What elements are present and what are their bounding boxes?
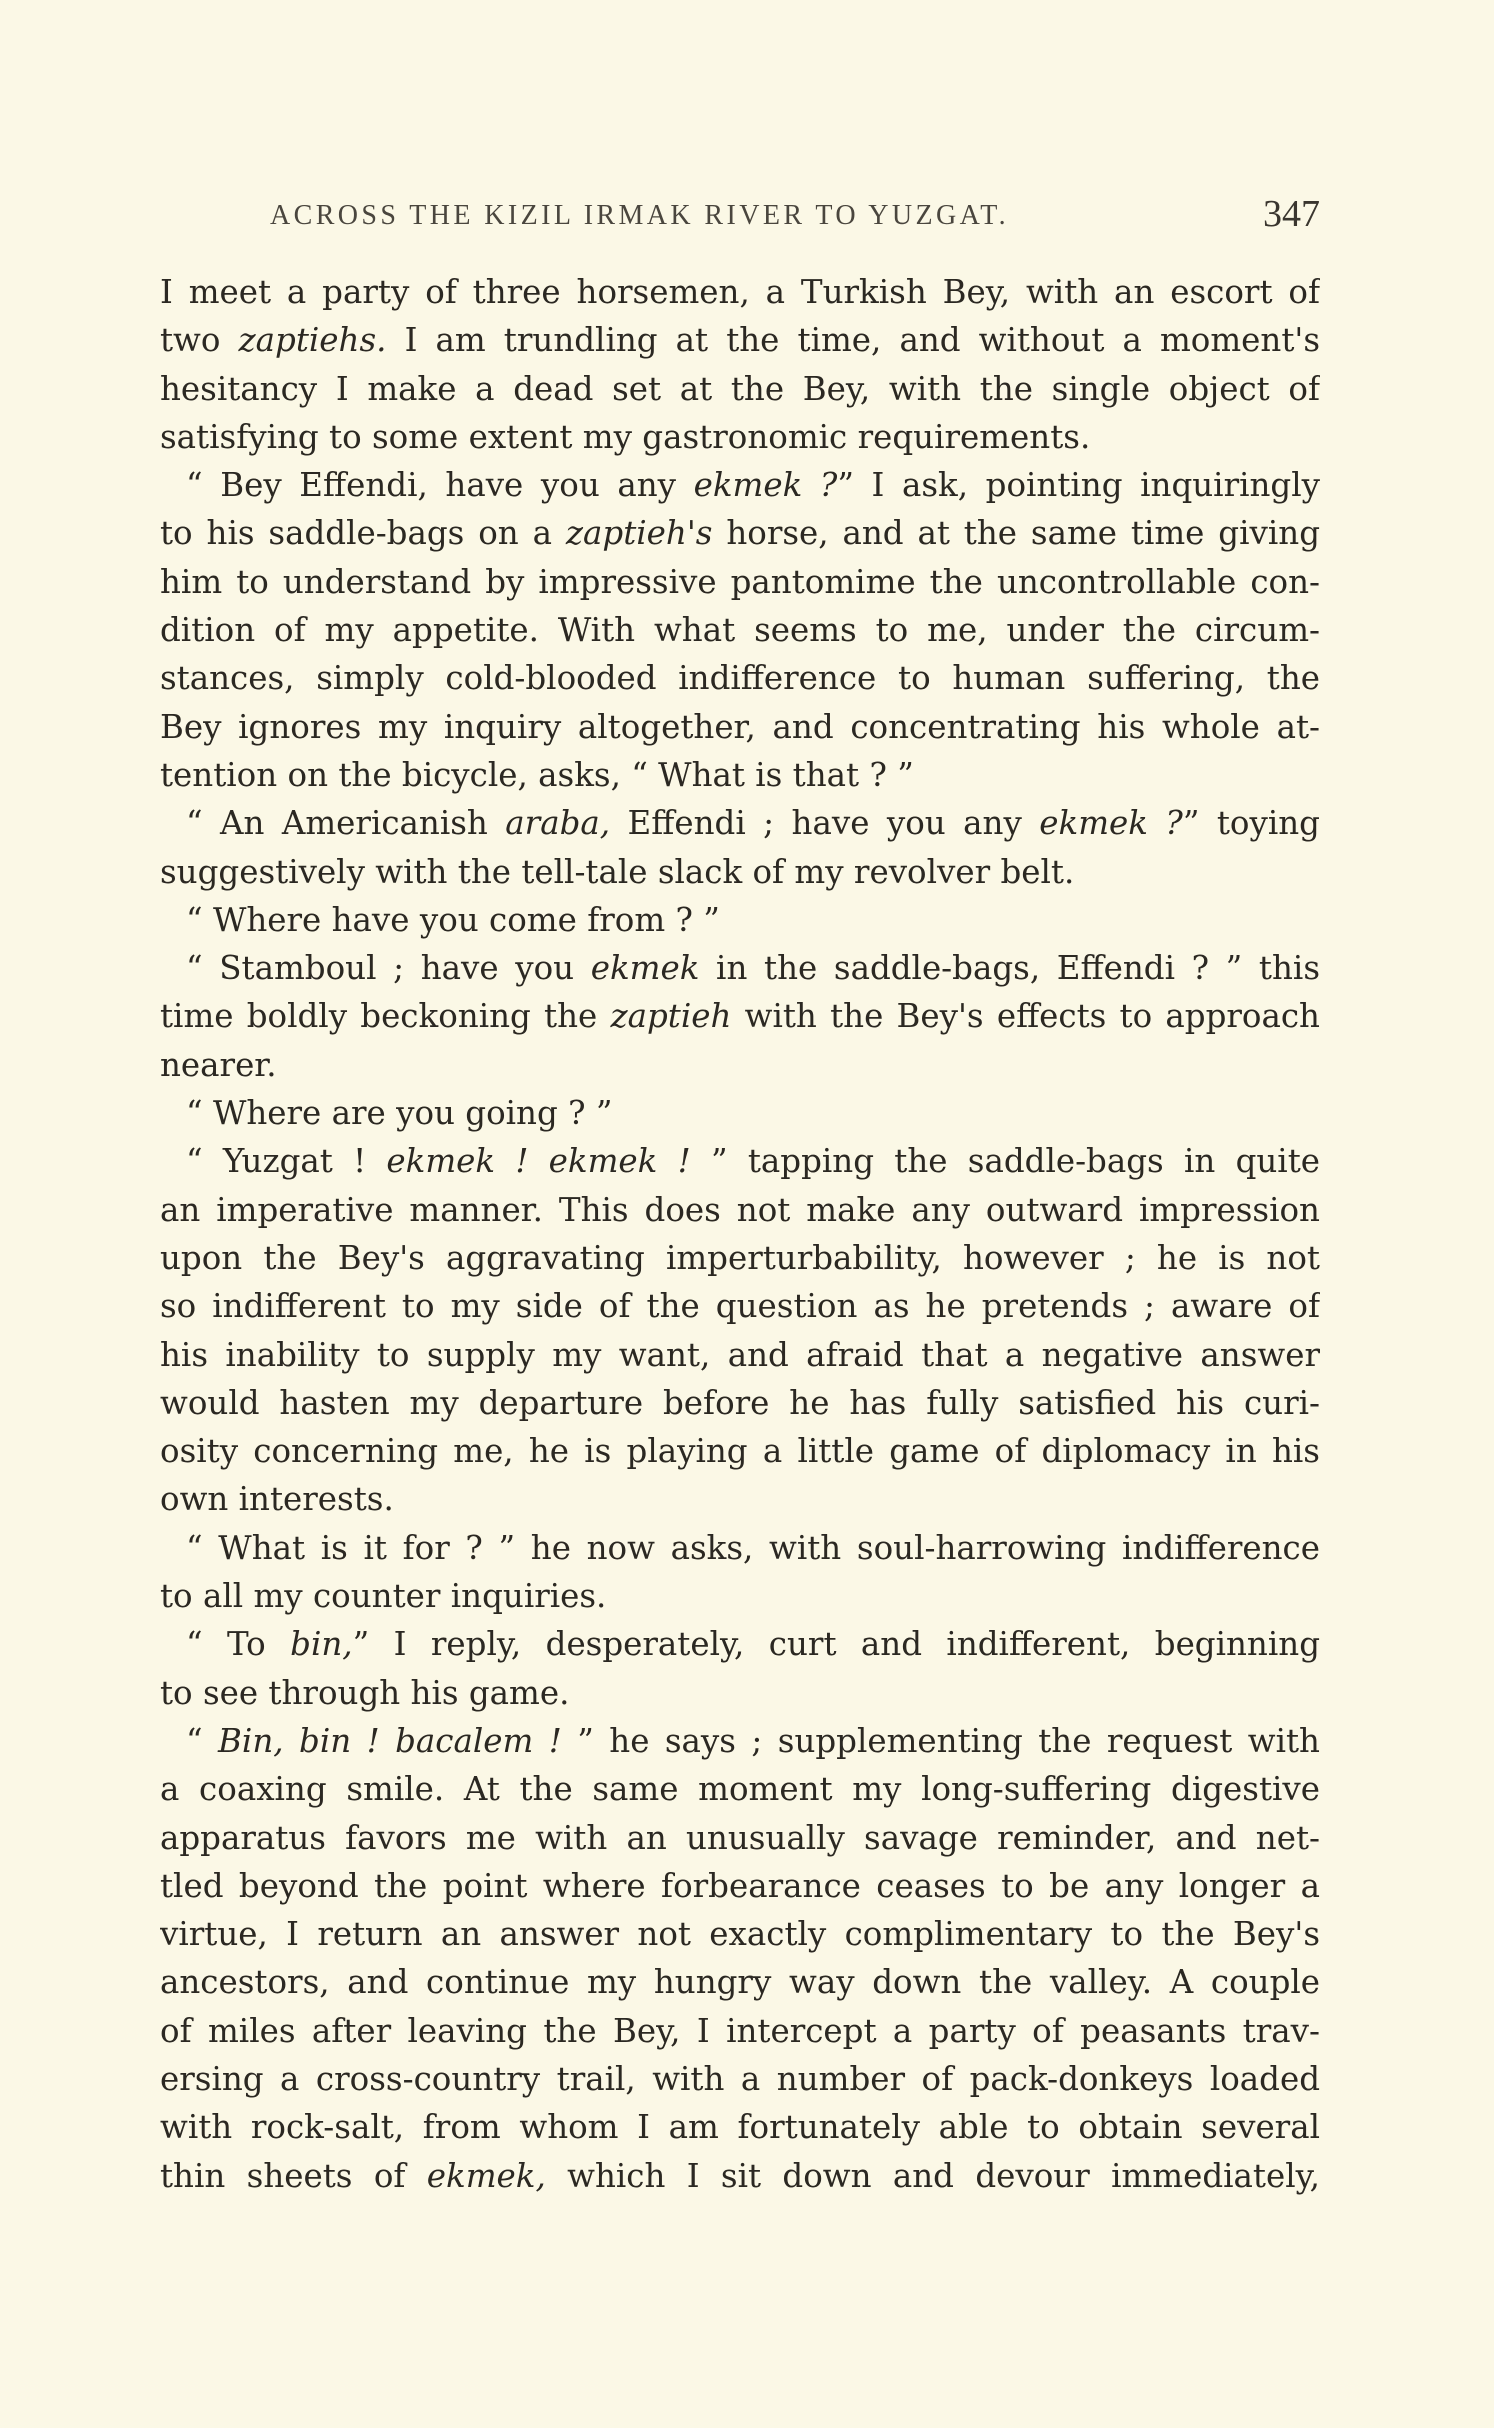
text-segment: of miles after leaving the Bey, I intercept a party of peasants trav- <box>160 2011 1320 2050</box>
text-segment: ancestors, and continue my hungry way down the valley. A couple <box>160 1963 1320 2002</box>
text-segment: ” toying <box>1182 804 1320 843</box>
text-segment: upon the Bey's aggravating imperturbability, however ; he is not <box>160 1238 1320 1277</box>
text-segment: tled beyond the point where forbearance ceases to be any longer a <box>160 1866 1320 1905</box>
text-line <box>160 1186 1320 1234</box>
text-segment: horse, and at the same time giving <box>712 514 1320 553</box>
italic-text: zaptieh <box>610 997 732 1036</box>
text-segment: satisfying to some extent my gastronomic requirements. <box>160 417 1091 456</box>
text-segment: I meet a party of three horsemen, a Turkish Bey, with an escort of <box>160 273 1320 311</box>
text-line <box>160 558 1320 606</box>
text-segment: his inability to supply my want, and afraid that a negative answer <box>160 1335 1320 1374</box>
text-line <box>160 2055 1320 2103</box>
text-line <box>160 1669 1320 1717</box>
text-segment: with the Bey's effects to approach <box>731 997 1320 1036</box>
italic-text: ekmek <box>590 949 700 988</box>
text-segment: ersing a cross-country trail, with a number of pack-donkeys loaded <box>160 2059 1320 2098</box>
text-segment: ” he says ; supplementing the request with <box>561 1721 1320 1760</box>
text-line <box>160 896 1320 944</box>
text-line <box>160 1379 1320 1427</box>
page-number: 347 <box>1263 193 1320 235</box>
italic-text: ekmek ! ekmek ! <box>386 1142 691 1181</box>
text-line <box>160 509 1320 557</box>
text-line <box>160 2007 1320 2055</box>
text-line <box>160 944 1320 992</box>
text-segment: hesitancy I make a dead set at the Bey, with the single object of <box>160 369 1320 408</box>
text-segment: to his saddle-bags on a <box>160 514 566 553</box>
text-segment: own interests. <box>160 1480 394 1519</box>
text-segment: suggestively with the tell-tale slack of my revolver belt. <box>160 852 1075 891</box>
text-segment: “ An Americanish <box>186 804 506 843</box>
text-line <box>160 1234 1320 1282</box>
text-segment: would hasten my departure before he has fully satisfied his curi- <box>160 1383 1320 1422</box>
text-line <box>160 606 1320 654</box>
text-segment: which I sit down and devour immediately, <box>545 2156 1320 2195</box>
italic-text: araba, <box>505 804 611 843</box>
text-line <box>160 1282 1320 1330</box>
text-segment: ” tapping the saddle-bags in quite <box>690 1142 1320 1181</box>
italic-text: ekmek ? <box>693 466 838 505</box>
text-line <box>160 1717 1320 1765</box>
running-head <box>160 194 1320 244</box>
text-line <box>160 1524 1320 1572</box>
text-line <box>160 1862 1320 1910</box>
text-segment: with rock-salt, from whom I am fortunately able to obtain several <box>160 2108 1320 2147</box>
text-line <box>160 1958 1320 2006</box>
text-line <box>160 1089 1320 1137</box>
italic-text: ekmek, <box>426 2156 546 2195</box>
text-segment: nearer. <box>160 1045 277 1084</box>
text-segment: in the saddle-bags, Effendi ? ” this <box>699 949 1320 988</box>
text-segment: osity concerning me, he is playing a little game of diplomacy in his <box>160 1432 1320 1471</box>
text-line <box>160 1331 1320 1379</box>
text-segment: “ What is it for ? ” he now asks, with soul-harrowing indifference <box>186 1528 1320 1567</box>
text-segment: to all my counter inquiries. <box>160 1577 607 1616</box>
text-line <box>160 799 1320 847</box>
text-segment: “ Bey Effendi, have you any <box>186 466 694 505</box>
text-line <box>160 1427 1320 1475</box>
text-segment: ” I reply, desperately, curt and indifferent, beginning <box>352 1625 1320 1664</box>
text-segment: two <box>160 321 239 360</box>
text-segment: “ Stamboul ; have you <box>186 949 591 988</box>
text-segment: time boldly beckoning the <box>160 997 611 1036</box>
text-segment: ” I ask, pointing inquiringly <box>837 466 1320 505</box>
text-line <box>160 365 1320 413</box>
text-line <box>160 654 1320 702</box>
text-line <box>160 703 1320 751</box>
text-segment: to see through his game. <box>160 1673 570 1712</box>
text-line <box>160 2103 1320 2151</box>
text-line <box>160 1620 1320 1668</box>
text-segment: “ Where have you come from ? ” <box>186 900 720 939</box>
text-segment: so indifferent to my side of the question as he pretends ; aware of <box>160 1287 1320 1326</box>
italic-text: Bin, bin ! bacalem ! <box>218 1721 562 1760</box>
text-segment: I am trundling at the time, and without a moment's <box>386 321 1320 360</box>
text-segment: Effendi ; have you any <box>610 804 1040 843</box>
italic-text: bin, <box>290 1625 353 1664</box>
text-line <box>160 1572 1320 1620</box>
text-line <box>160 2152 1320 2200</box>
text-line <box>160 268 1320 316</box>
text-segment: apparatus favors me with an unusually savage reminder, and net- <box>160 1818 1320 1857</box>
text-segment: virtue, I return an answer not exactly complimentary to the Bey's <box>160 1915 1320 1954</box>
italic-text: ekmek ? <box>1039 804 1183 843</box>
text-line <box>160 1137 1320 1185</box>
text-line <box>160 1814 1320 1862</box>
body-text <box>160 268 1320 2200</box>
text-line <box>160 413 1320 461</box>
text-line <box>160 1041 1320 1089</box>
text-segment: “ To <box>186 1625 291 1664</box>
text-segment: thin sheets of <box>160 2156 427 2195</box>
text-line <box>160 316 1320 364</box>
running-title: ACROSS THE KIZIL IRMAK RIVER TO YUZGAT. <box>270 200 1010 231</box>
italic-text: zaptieh's <box>565 514 713 553</box>
text-segment: tention on the bicycle, asks, “ What is that ? ” <box>160 755 914 794</box>
text-line <box>160 1910 1320 1958</box>
text-segment: “ Where are you going ? ” <box>186 1094 613 1133</box>
text-segment: him to understand by impressive pantomime the uncontrollable con- <box>160 562 1320 601</box>
text-line <box>160 751 1320 799</box>
text-line <box>160 461 1320 509</box>
text-segment: a coaxing smile. At the same moment my long-suffering digestive <box>160 1770 1320 1809</box>
text-segment: Bey ignores my inquiry altogether, and concentrating his whole at- <box>160 707 1320 746</box>
text-segment: “ Yuzgat ! <box>186 1142 387 1181</box>
text-segment: “ <box>186 1721 219 1760</box>
text-segment: stances, simply cold-blooded indifference to human suffering, the <box>160 659 1320 698</box>
text-line <box>160 1765 1320 1813</box>
text-segment: dition of my appetite. With what seems to me, under the circum- <box>160 611 1320 650</box>
text-segment: an imperative manner. This does not make any outward impression <box>160 1190 1320 1229</box>
italic-text: zaptiehs. <box>238 321 387 360</box>
text-line <box>160 1475 1320 1523</box>
text-line <box>160 992 1320 1040</box>
text-line <box>160 848 1320 896</box>
